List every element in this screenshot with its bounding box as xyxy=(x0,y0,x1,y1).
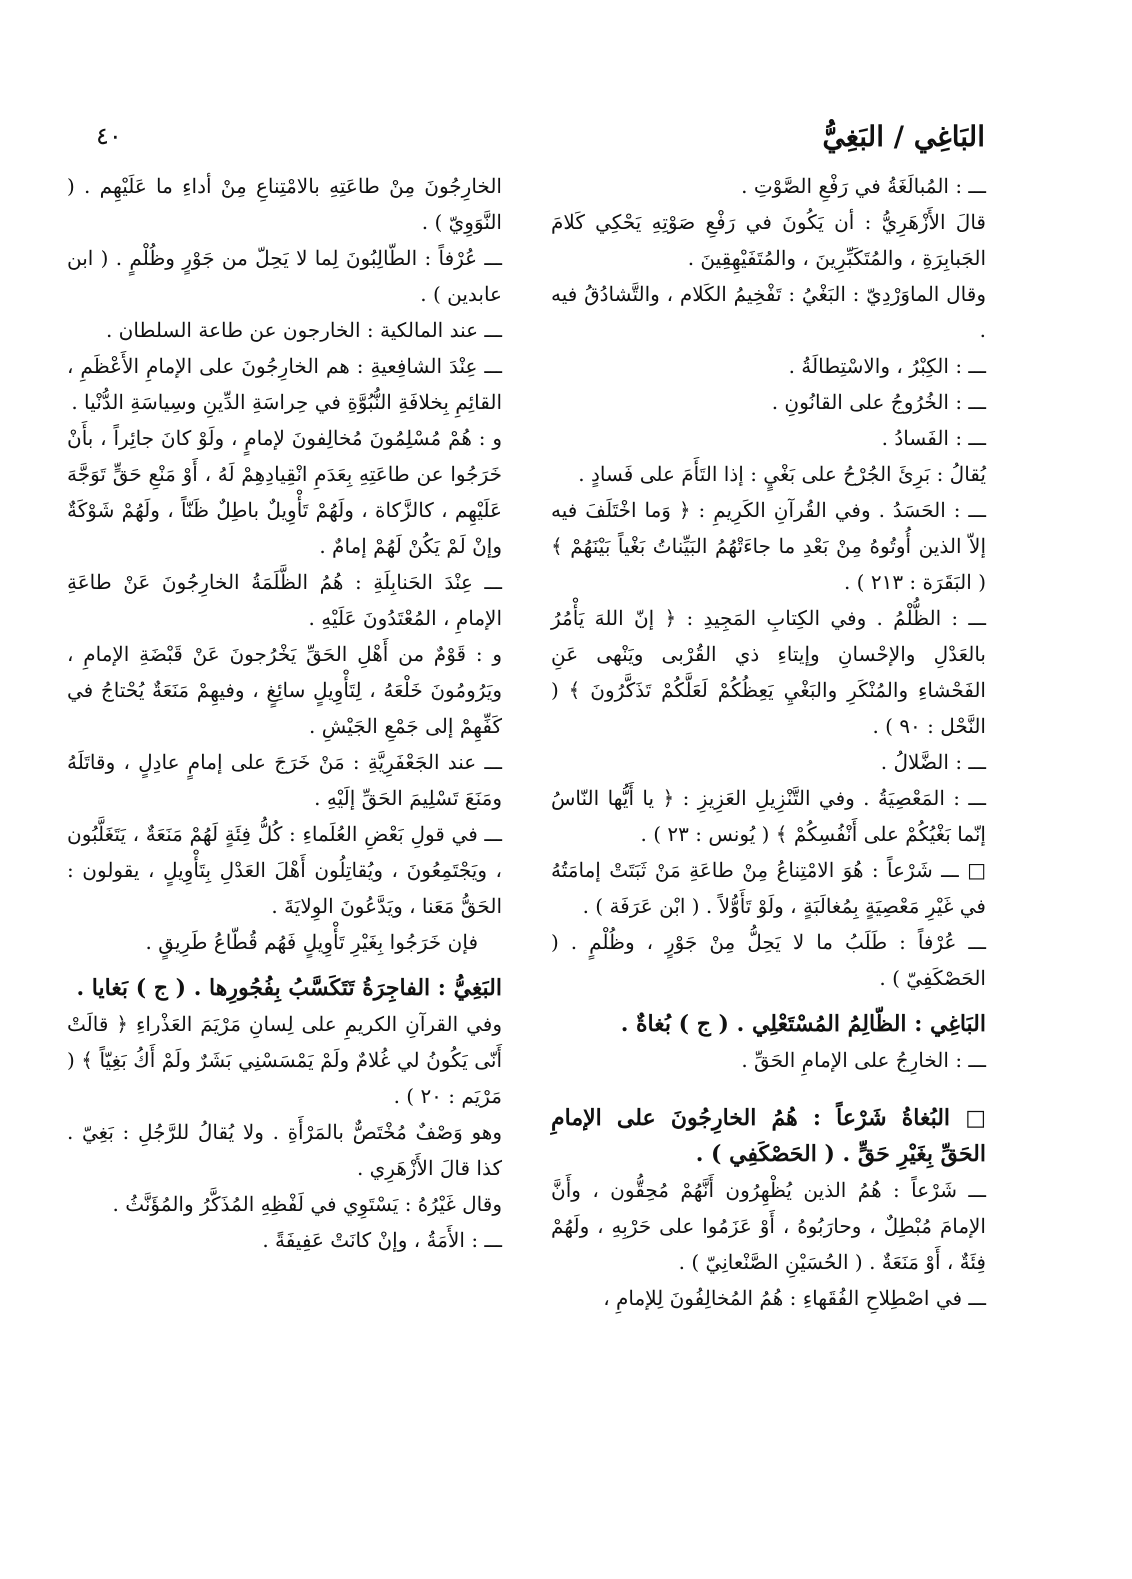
entry-definition: ـــ : المَعْصِيَةُ . وفي التَّنْزِيلِ العَزِيزِ : ﴿ يا أَيُّها النّاسُ إنّما بَغْيُكُمْ على أَنْفُسِكُمْ ﴾ ( يُونس : ٢٣ ) . xyxy=(551,786,986,846)
entry-definition: ـــ : الضَّلالُ . xyxy=(880,750,986,774)
entry-definition: ـــ شَرْعاً : هُمُ الذين يُظْهِرُون أَنَّهُمْ مُحِقُّون ، وأَنَّ الإمامَ مُبْطِلٌ ، وحارَبُوهُ ، أَوْ عَزَمُوا على حَرْبِهِ ، ولَهُمْ فِئَةٌ ، أَوْ مَنَعَةٌ . ( الحُسَيْنِ الصَّنْعانِيّ ) . xyxy=(551,1178,986,1274)
entry-quote: وفي القرآنِ الكريمِ على لِسانِ مَرْيَمَ العَذْراءِ ﴿ قالَتْ أَنّى يَكُونُ لي غُلامٌ ولَمْ يَمْسَسْنِي بَشَرٌ ولَمْ أَكُ بَغِيّاً ﴾ ( مَرْيَم : ٢٠ ) . xyxy=(67,1012,502,1108)
headword-entry-albaghiyy: البَغِيُّ : الفاجِرَةُ تَتَكَسَّبُ بِفُجُورِها . ( ج ) بَغايا . xyxy=(76,975,502,1001)
entry-definition: ـــ عُرْفاً : الطّالِبُونَ لِما لا يَحِلّ من جَوْرٍ وظُلْمٍ . ( ابن عابدين ) . xyxy=(67,246,502,306)
entry-definition: ـــ في قولِ بَعْضِ العُلَماءِ : كُلُّ فِئَةٍ لَهُمْ مَنَعَةٌ ، يَتَغَلَّبُون ، ويَجْتَمِعُونَ ، ويُقاتِلُون أَهْلَ العَدْلِ بِتَأْوِيلٍ ، يقولون : الحَقُّ مَعَنا ، ويَدَّعُونَ الوِلايَةَ . xyxy=(67,822,502,918)
entry-definition: ـــ عُرْفاً : طَلَبُ ما لا يَحِلُّ مِنْ جَوْرٍ ، وظُلْمٍ . ( الحَصْكَفِيّ ) . xyxy=(551,930,986,990)
left-column xyxy=(67,168,502,1258)
entry-definition: ـــ : الخارِجُ على الإمامِ الحَقِّ . xyxy=(741,1048,986,1072)
entry-definition: ـــ عند الجَعْفَرِيَّةِ : مَنْ خَرَجَ على إمامٍ عادِلٍ ، وقاتَلَهُ ومَنَعَ تَسْلِيمَ الحَقِّ إلَيْهِ . xyxy=(67,750,502,810)
entry-definition: ـــ : الخُرُوجُ على القانُونِ . xyxy=(771,390,986,414)
entry-note: فإن خَرَجُوا بِغَيْرِ تَأْوِيلٍ فَهُم قُطّاعُ طَرِيقٍ . xyxy=(145,930,478,954)
entry-definition: و : هُمْ مُسْلِمُونَ مُخالِفونَ لإمامٍ ، ولَوْ كانَ جائِراً ، بأَنْ خَرَجُوا عن طاعَتِهِ بِعَدَمِ انْقِيادِهِمْ لَهُ ، أَوْ مَنْعِ حَقٍّ تَوَجَّهَ عَلَيْهِم ، كالزَّكاة ، ولَهُمْ تَأْوِيلٌ باطِلٌ ظَنّاً ، ولَهُمْ شَوْكَةٌ وإنْ لَمْ يَكُنْ لَهُمْ إمامٌ . xyxy=(67,426,502,558)
entry-continuation: الخارِجُونَ مِنْ طاعَتِهِ بالامْتِناعِ مِنْ أداءِ ما عَلَيْهِم . ( النَّوَوِيّ ) . xyxy=(67,174,502,234)
entry-definition: ـــ : المُبالَغَةُ في رَفْعِ الصَّوْتِ . xyxy=(741,174,986,198)
entry-example: يُقالُ : بَرِئَ الجُرْحُ على بَغْيٍ : إذا التَأَمَ على فَسادٍ . xyxy=(578,462,986,486)
entry-definition: ـــ في اصْطِلاحِ الفُقَهاءِ : هُمُ المُخالِفُونَ لِلإمامِ ، xyxy=(603,1286,986,1310)
entry-definition: ـــ : الكِبْرُ ، والاسْتِطالَةُ . xyxy=(788,354,986,378)
entry-note: وقال غَيْرُهُ : يَسْتَوِي في لَفْظِهِ المُذَكَّرُ والمُؤَنَّثُ . xyxy=(112,1192,502,1216)
right-column xyxy=(551,168,986,1316)
entry-definition: ـــ : الأَمَةُ ، وإنْ كانَتْ عَفِيفَةً . xyxy=(262,1228,502,1252)
entry-definition: ـــ : الحَسَدُ . وفي القُرآنِ الكَرِيمِ : ﴿ وَما اخْتَلَفَ فيه إلاّ الذين أُوتُوهُ مِنْ بَعْدِ ما جاءَتْهُمُ البَيِّناتُ بَغْياً بَيْنَهُمْ ﴾ ( البَقَرَة : ٢١٣ ) . xyxy=(551,498,986,594)
entry-definition: □ ـــ شَرْعاً : هُوَ الامْتِناعُ مِنْ طاعَةِ مَنْ ثَبَتَتْ إمامَتُهُ في غَيْرِ مَعْصِيَةٍ بِمُغالَبَةٍ ، ولَوْ تَأَوُّلاً . ( ابْن عَرَفَة ) . xyxy=(551,858,986,918)
entry-definition: ـــ : الفَسادُ . xyxy=(881,426,986,450)
entry-definition: ـــ عِنْدَ الشافِعيةِ : هم الخارِجُونَ على الإمامِ الأَعْظَمِ ، القائِمِ بِخلافَةِ النُّبُوَّةِ في حِراسَةِ الدِّينِ وسِياسَةِ الدُّنْيا . xyxy=(67,354,502,414)
entry-note: وهو وَصْفٌ مُخْتَصٌّ بالمَرْأَةِ . ولا يُقالُ للرَّجُلِ : بَغِيّ . كذا قالَ الأَزْهَرِي . xyxy=(67,1120,502,1180)
header-title: البَاغِي / البَغِيُّ xyxy=(822,120,985,153)
headword-entry-albughat: □ البُغاةُ شَرْعاً : هُمُ الخارِجُونَ على الإمامِ الحَقِّ بِغَيْرِ حَقٍّ . ( الحَصْكَفِي ) . xyxy=(551,1105,986,1167)
entry-definition: و : قَوْمٌ من أَهْلِ الحَقِّ يَخْرُجونَ عَنْ قَبْضَةِ الإمامِ ، ويَرُومُونَ خَلْعَهُ ، لِتَأْوِيلٍ سائِغٍ ، وفيهِمْ مَنَعَةٌ يُحْتاجُ في كَفِّهِمْ إلى جَمْعِ الجَيْشِ . xyxy=(67,642,502,738)
entry-quote: قالَ الأَزْهَرِيُّ : أن يَكُونَ في رَفْعِ صَوْتِهِ يَحْكِي كَلامَ الجَبابِرَةِ ، والمُتَكَبِّرِينَ ، والمُتَفَيْهِقِينَ . xyxy=(551,210,986,270)
page-number: ٤٠ xyxy=(96,122,122,150)
headword-entry-albaghi: البَاغِي : الظّالِمُ المُسْتَعْلِي . ( ج ) بُغاةٌ . xyxy=(620,1011,986,1037)
page-header xyxy=(90,120,985,170)
entry-definition: ـــ عند المالكية : الخارجون عن طاعة السلطان . xyxy=(105,318,502,342)
entry-quote: وقال الماوَرْدِيّ : البَغْيُ : تَفْخِيمُ الكَلام ، والتَّشادُقُ فيه . xyxy=(551,282,986,342)
entry-definition: ـــ : الظُّلْمُ . وفي الكِتابِ المَجِيدِ : ﴿ إنّ اللهَ يَأْمُرُ بالعَدْلِ والإحْسانِ وإيتاءِ ذي القُرْبى ويَنْهى عَنِ الفَحْشاءِ والمُنْكَرِ والبَغْيِ يَعِظُكُمْ لَعَلَّكُمْ تَذَكَّرُونَ ﴾ ( النَّحْل : ٩٠ ) . xyxy=(551,606,986,738)
entry-definition: ـــ عِنْدَ الحَنابِلَةِ : هُمُ الظَّلَمَةُ الخارِجُونَ عَنْ طاعَةِ الإمامِ ، المُعْتَدُونَ عَلَيْهِ . xyxy=(67,570,502,630)
